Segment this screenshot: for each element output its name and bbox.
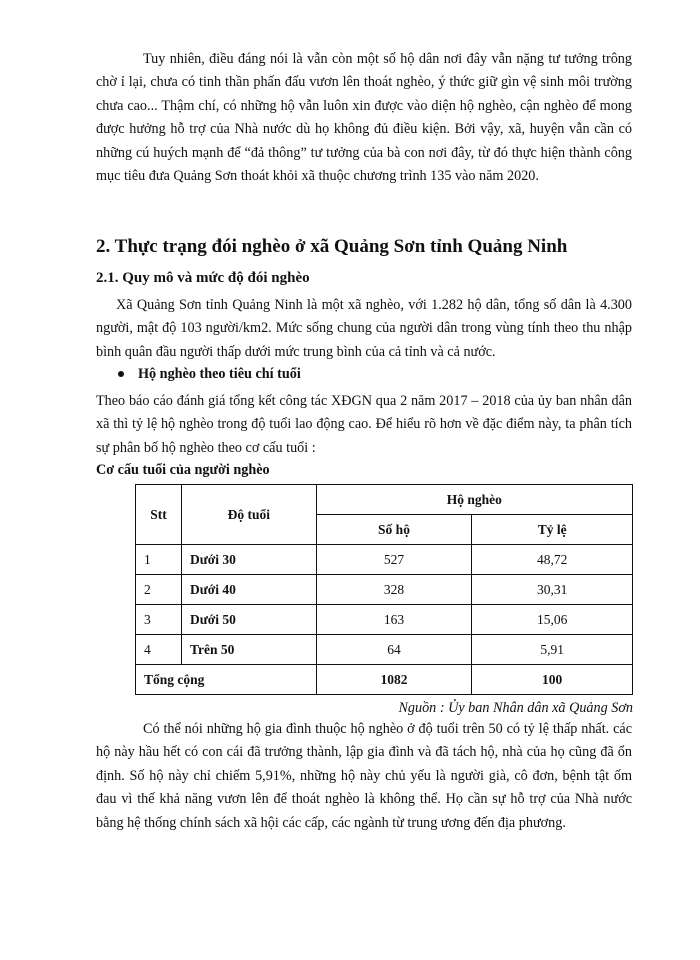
section-heading: 2. Thực trạng đói nghèo ở xã Quảng Sơn tỉnh Quảng Ninh [96,236,568,257]
cell-age: Dưới 30 [181,545,316,575]
cell-count: 64 [316,635,472,665]
cell-count: 163 [316,605,472,635]
table-header-row [136,485,633,515]
table-total-row [136,665,633,695]
cell-total-ratio: 100 [472,665,633,695]
header-age: Độ tuổi [181,485,316,545]
paragraph-analysis: Có thể nói những hộ gia đình thuộc hộ nghèo ở độ tuổi trên 50 có tỷ lệ thấp nhất. các hộ này hầu hết có con cái đã trưởng thành, lập gia đình và đã tách hộ, nhà của họ cũng đã ổn định. Số hộ này chỉ chiếm 5,91%, những hộ này chủ yếu là người già, cô đơn, bệnh tật ốm đau vì thế khả năng vươn lên để thoát nghèo là không thể. Họ cần sự hỗ trợ của Nhà nước bằng hệ thống chính sách xã hội các cấp, các ngành từ trung ương đến địa phương. [96,721,632,831]
subsection-heading: 2.1. Quy mô và mức độ đói nghèo [96,270,310,286]
bullet-label: Hộ nghèo theo tiêu chí tuổi [138,366,301,382]
header-poor: Hộ nghèo [316,485,632,515]
age-structure-table [135,484,633,695]
cell-count: 328 [316,575,472,605]
cell-stt: 4 [136,635,182,665]
paragraph-scale: Xã Quảng Sơn tỉnh Quảng Ninh là một xã nghèo, với 1.282 hộ dân, tổng số dân là 4.300 người, mật độ 103 người/km2. Mức sống chung của người dân trong vùng tính theo thu nhập bình quân đầu người thấp dưới mức trung bình của cả tỉnh và cả nước. [96,297,632,360]
header-count: Số hộ [316,515,472,545]
cell-age: Trên 50 [181,635,316,665]
bullet-icon [118,371,124,377]
paragraph-report: Theo báo cáo đánh giá tổng kết công tác XĐGN qua 2 năm 2017 – 2018 của ủy ban nhân dân xã thì tỷ lệ hộ nghèo trong độ tuổi lao động cao. Để hiểu rõ hơn về đặc điểm này, ta phân tích sự phân bố hộ nghèo theo cơ cấu tuổi : [96,393,632,456]
cell-total-label: Tổng cộng [136,665,317,695]
cell-age: Dưới 40 [181,575,316,605]
paragraph-intro: Tuy nhiên, điều đáng nói là vẫn còn một số hộ dân nơi đây vẫn nặng tư tưởng trông chờ ỉ lại, chưa có tinh thần phấn đấu vươn lên thoát nghèo, ý thức giữ gìn vệ sinh môi trường chưa cao... Thậm chí, có những hộ vẫn luôn xin được vào diện hộ nghèo, cận nghèo để mong được hưởng hỗ trợ của Nhà nước dù họ không đủ điều kiện. Bởi vậy, xã, huyện vẫn cần có những cú huých mạnh để “đả thông” tư tưởng của bà con nơi đây, từ đó thực hiện thành công mục tiêu đưa Quảng Sơn thoát khỏi xã thuộc chương trình 135 vào năm 2020. [96,51,632,185]
table-row [136,605,633,635]
table-source: Nguồn : Ủy ban Nhân dân xã Quảng Sơn [398,700,633,716]
table-row [136,545,633,575]
cell-stt: 3 [136,605,182,635]
table-caption: Cơ cấu tuổi của người nghèo [96,462,270,478]
header-ratio: Tỷ lệ [472,515,633,545]
cell-ratio: 48,72 [472,545,633,575]
cell-ratio: 5,91 [472,635,633,665]
cell-age: Dưới 50 [181,605,316,635]
cell-count: 527 [316,545,472,575]
cell-ratio: 15,06 [472,605,633,635]
table-row [136,635,633,665]
table-row [136,575,633,605]
cell-ratio: 30,31 [472,575,633,605]
cell-stt: 1 [136,545,182,575]
cell-stt: 2 [136,575,182,605]
header-stt: Stt [136,485,182,545]
bullet-item [118,366,301,383]
cell-total-count: 1082 [316,665,472,695]
